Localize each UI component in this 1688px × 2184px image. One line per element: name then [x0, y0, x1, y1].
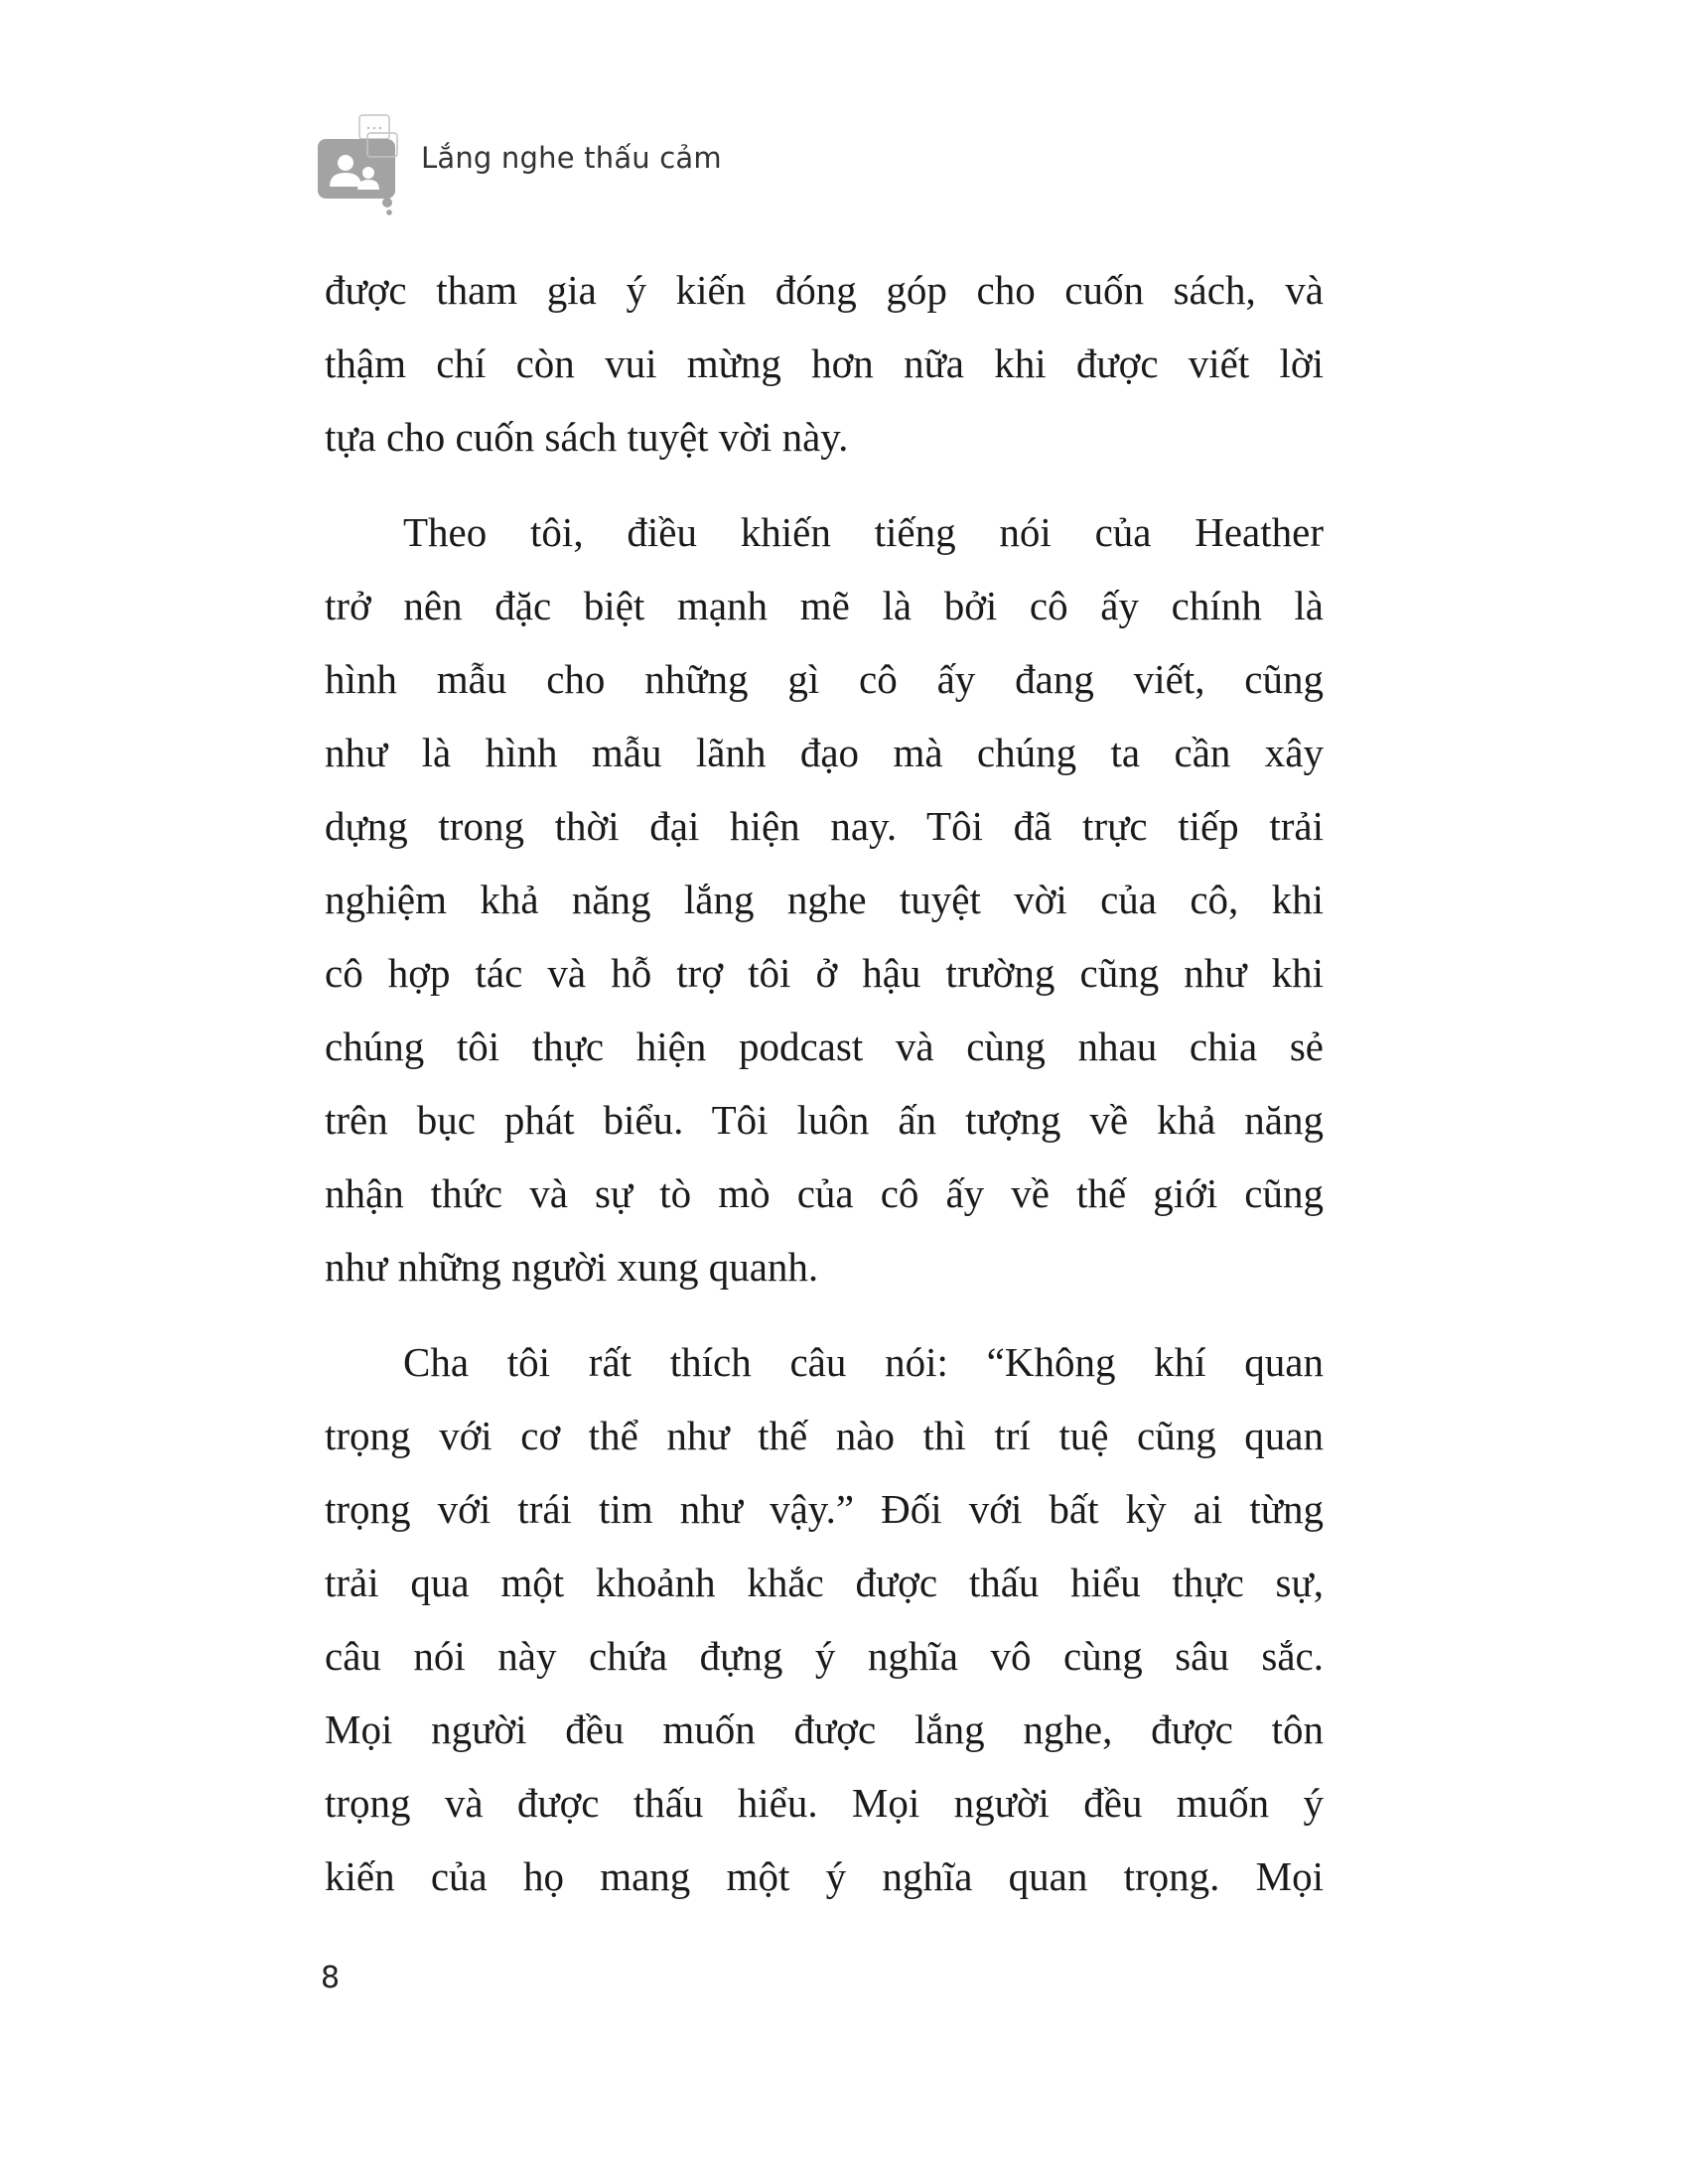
text-line: hình mẫu cho những gì cô ấy đang viết, cũng — [325, 656, 1324, 702]
text-line: chúng tôi thực hiện podcast và cùng nhau chia sẻ — [325, 1024, 1324, 1069]
running-header — [316, 111, 410, 215]
paragraph — [325, 1325, 1324, 1913]
text-line: trên bục phát biểu. Tôi luôn ấn tượng về khả năng — [325, 1097, 1324, 1143]
text-line: dựng trong thời đại hiện nay. Tôi đã trực tiếp trải — [325, 803, 1324, 849]
text-line: như là hình mẫu lãnh đạo mà chúng ta cần xây — [325, 730, 1324, 775]
text-line: Mọi người đều muốn được lắng nghe, được tôn — [325, 1706, 1324, 1752]
body-text — [325, 253, 1324, 1935]
text-line: câu nói này chứa đựng ý nghĩa vô cùng sâu sắc. — [325, 1633, 1324, 1679]
text-line: kiến của họ mang một ý nghĩa quan trọng. Mọi — [325, 1853, 1324, 1899]
text-line: trọng và được thấu hiểu. Mọi người đều muốn ý — [325, 1780, 1324, 1826]
listening-people-speech-bubble-icon — [316, 111, 410, 215]
text-line: Theo tôi, điều khiến tiếng nói của Heather — [403, 509, 1324, 555]
text-line: như những người xung quanh. — [325, 1244, 819, 1290]
text-line: trở nên đặc biệt mạnh mẽ là bởi cô ấy chính là — [325, 583, 1324, 628]
text-line: nghiệm khả năng lắng nghe tuyệt vời của cô, khi — [325, 877, 1324, 922]
running-title: Lắng nghe thấu cảm — [421, 141, 722, 175]
text-line: trọng với trái tim như vậy.” Đối với bất kỳ ai từng — [325, 1486, 1324, 1532]
text-line: trọng với cơ thể như thế nào thì trí tuệ cũng quan — [325, 1413, 1324, 1458]
text-line: trải qua một khoảnh khắc được thấu hiểu thực sự, — [325, 1560, 1324, 1605]
paragraph — [325, 495, 1324, 1303]
text-line: được tham gia ý kiến đóng góp cho cuốn sách, và — [325, 267, 1324, 313]
text-line: Cha tôi rất thích câu nói: “Không khí quan — [403, 1339, 1324, 1385]
paragraph — [325, 253, 1324, 474]
page-number: 8 — [321, 1961, 341, 1995]
text-line: thậm chí còn vui mừng hơn nữa khi được viết lời — [325, 341, 1324, 386]
text-line: cô hợp tác và hỗ trợ tôi ở hậu trường cũng như khi — [325, 950, 1324, 996]
text-line: nhận thức và sự tò mò của cô ấy về thế giới cũng — [325, 1170, 1324, 1216]
text-line: tựa cho cuốn sách tuyệt vời này. — [325, 414, 849, 460]
